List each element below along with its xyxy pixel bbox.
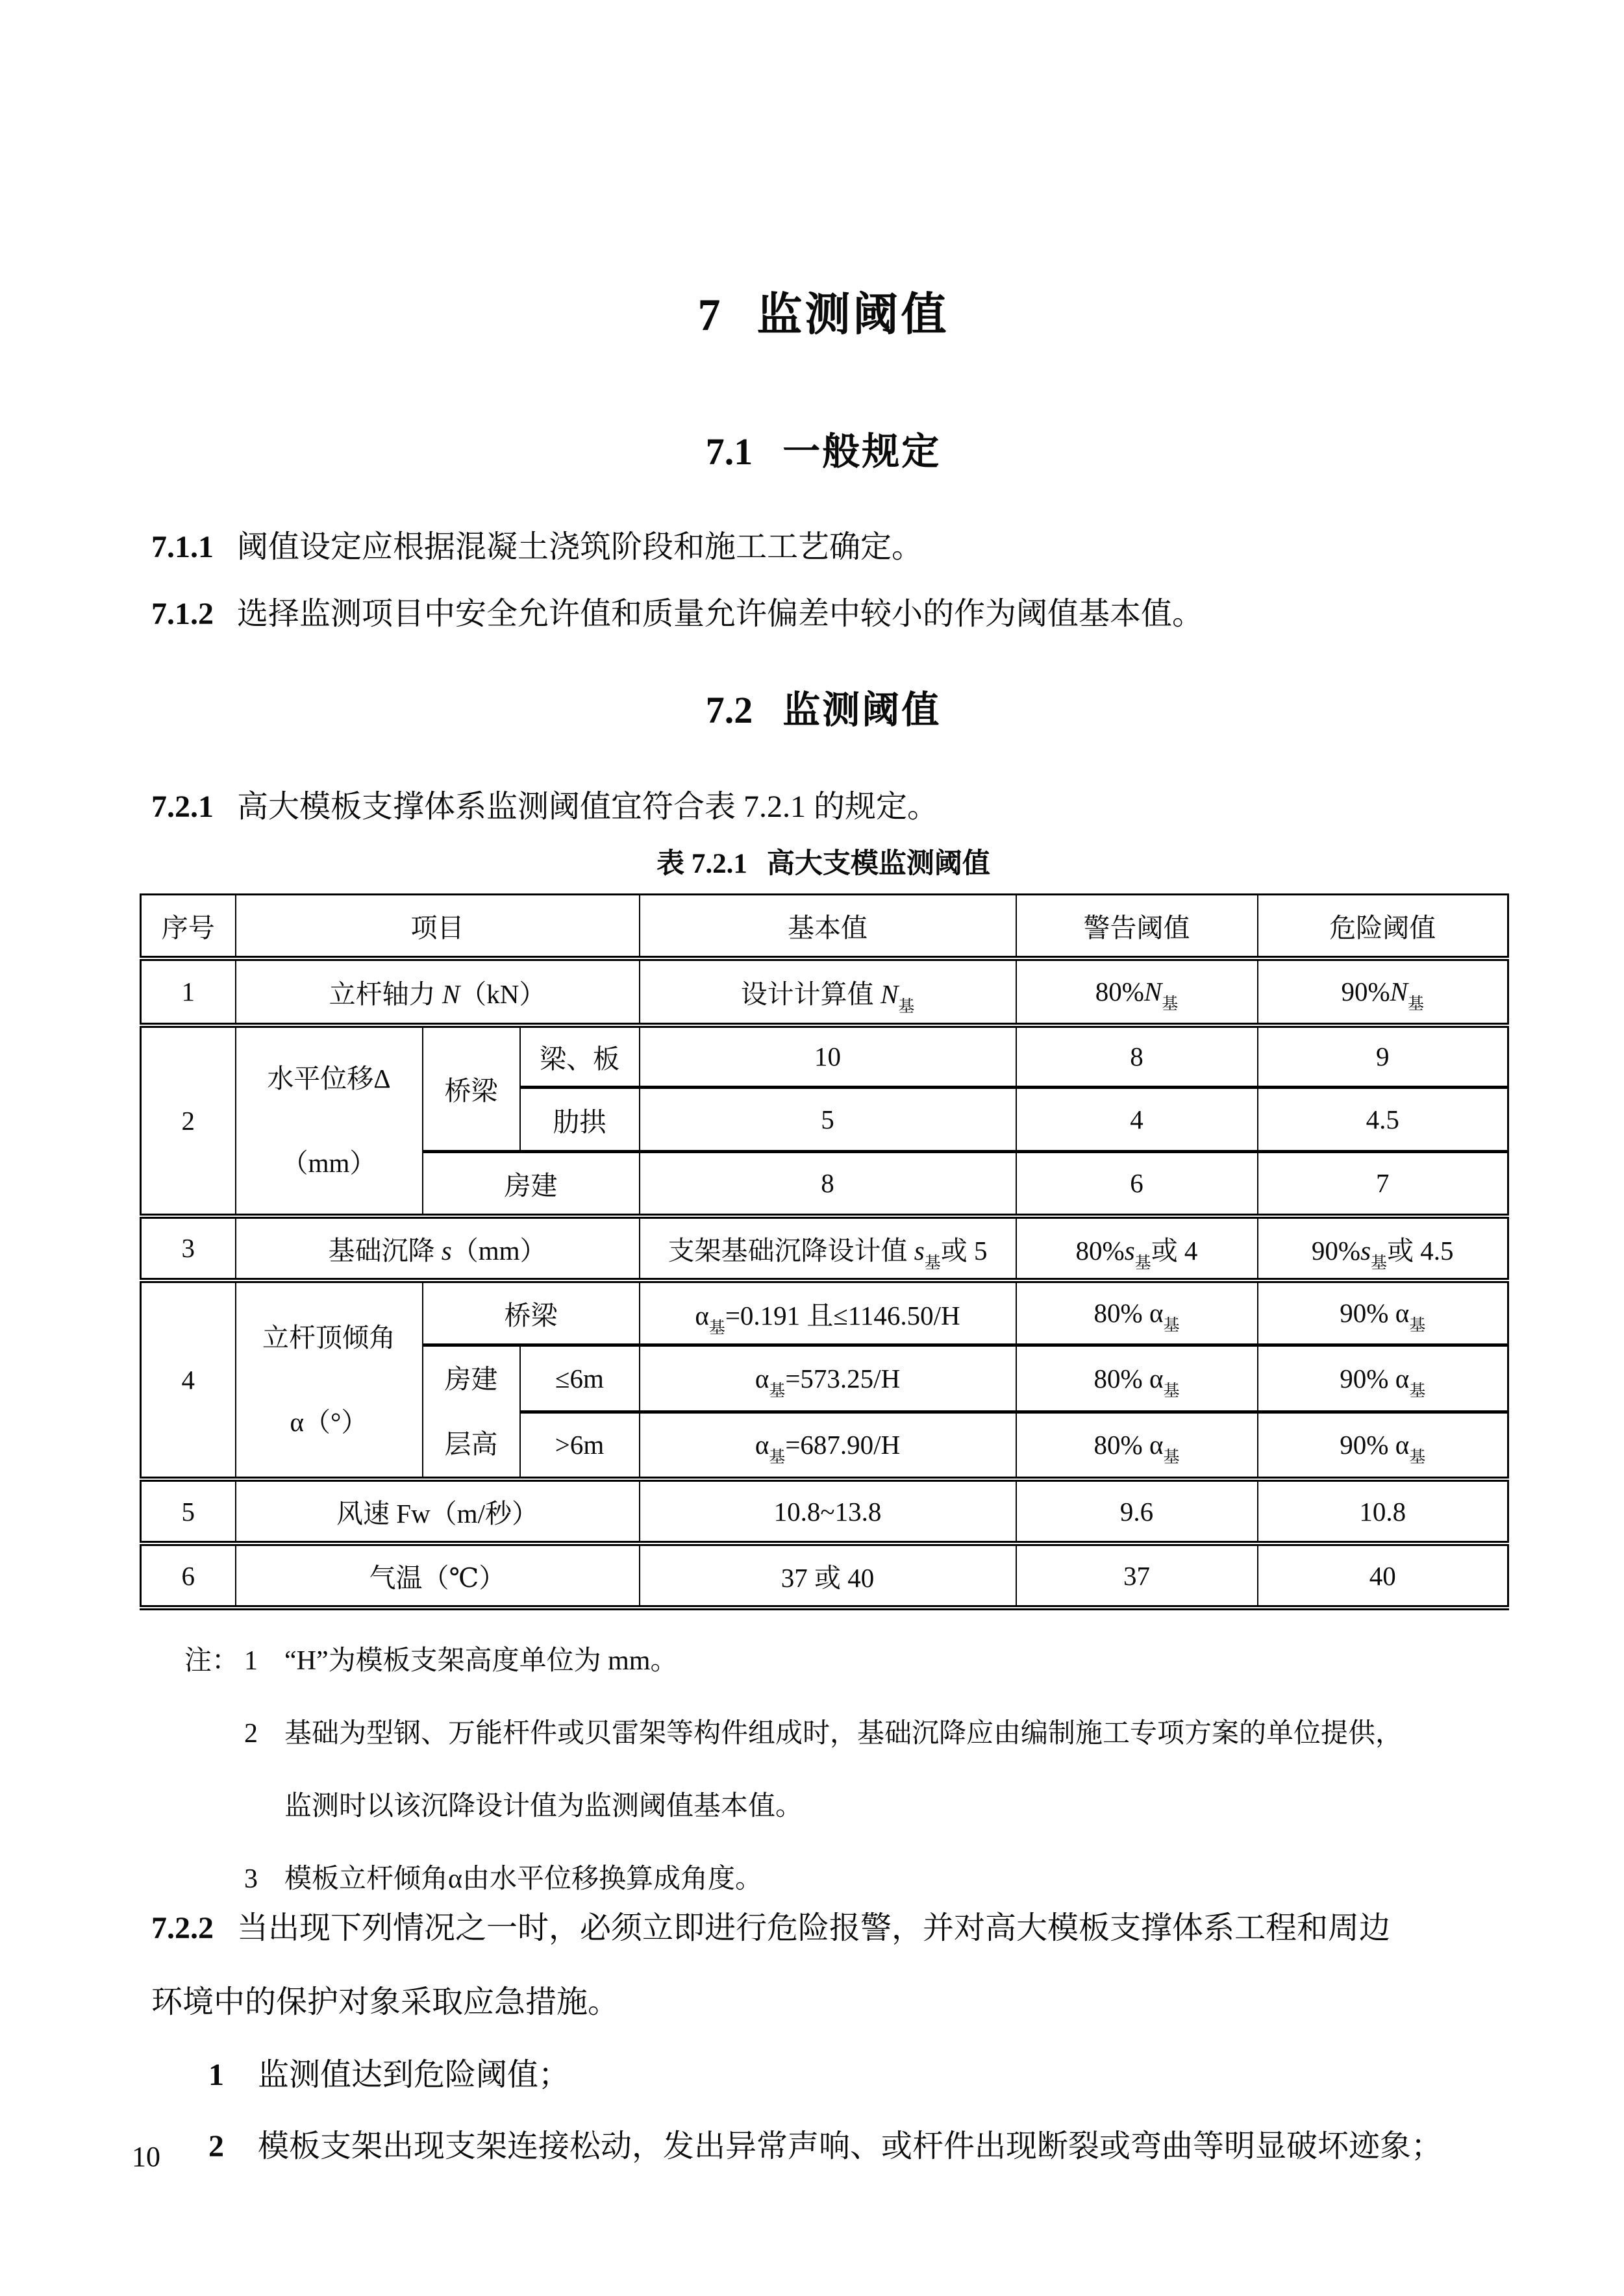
value-text: 90% α xyxy=(1340,1298,1410,1329)
cell-r4-building-label xyxy=(423,1345,520,1480)
value-text: =0.191 且≤1146.50/H xyxy=(725,1300,960,1330)
cell-r4-bridge-warning xyxy=(1016,1280,1258,1345)
cell-r2-index: 2 xyxy=(141,1025,236,1216)
section-7-1-heading xyxy=(140,421,1507,475)
value-subscript: 基 xyxy=(1408,995,1425,1013)
cell-r4-bridge-basic xyxy=(640,1280,1016,1345)
value-text: 或 4 xyxy=(1151,1235,1198,1266)
cell-r2-bridge: 桥梁 xyxy=(423,1025,520,1152)
label-line: 层高 xyxy=(444,1429,498,1459)
cell-r4-label xyxy=(236,1280,423,1480)
cell-r4-le6m-basic xyxy=(640,1345,1016,1412)
cell-r1-index: 1 xyxy=(141,958,236,1025)
value-text: 80% α xyxy=(1093,1363,1164,1393)
section-7-1-title-text: 一般规定 xyxy=(782,430,942,473)
note-1 xyxy=(184,1639,1555,1676)
table-caption-label: 表 7.2.1 xyxy=(656,849,747,879)
note-2-continuation xyxy=(184,1784,1555,1821)
table-notes xyxy=(184,1639,1555,1930)
cell-r5-index: 5 xyxy=(141,1479,236,1543)
cell-r2-building-warning: 6 xyxy=(1016,1152,1258,1216)
label-line: 房建 xyxy=(444,1364,498,1394)
value-subscript: 基 xyxy=(1371,1254,1388,1272)
cell-r1-item xyxy=(236,958,640,1025)
value-subscript: 基 xyxy=(769,1449,786,1467)
value-variable: N xyxy=(1390,977,1408,1006)
chapter-number: 7 xyxy=(697,290,721,340)
paragraph-7-2-1 xyxy=(151,781,1515,826)
value-text: 90% xyxy=(1341,977,1390,1006)
paragraph-text: 选择监测项目中安全允许值和质量允许偏差中较小的作为阈值基本值。 xyxy=(237,597,1204,631)
header-item: 项目 xyxy=(236,895,640,958)
page-number: 10 xyxy=(132,2141,160,2173)
item-variable: N xyxy=(442,979,460,1009)
cell-r2-building-label: 房建 xyxy=(423,1152,640,1216)
cell-r3-basic xyxy=(640,1216,1016,1280)
paragraph-text: 阈值设定应根据混凝土浇筑阶段和施工工艺确定。 xyxy=(237,530,923,564)
paragraph-number: 7.1.1 xyxy=(151,530,214,564)
value-text: 90% α xyxy=(1340,1363,1410,1393)
notes-label: 注： xyxy=(184,1646,240,1676)
cell-r2-rib-arch-basic: 5 xyxy=(640,1088,1016,1152)
header-warning: 警告阈值 xyxy=(1016,895,1258,958)
table-row-4-bridge xyxy=(141,1280,1508,1345)
list-item-2 xyxy=(151,2121,1515,2165)
cell-r6-basic: 37 或 40 xyxy=(640,1543,1016,1608)
note-text: “H”为模板支架高度单位为 mm。 xyxy=(284,1646,678,1676)
value-subscript: 基 xyxy=(898,997,915,1016)
cell-r4-bridge-danger xyxy=(1258,1280,1508,1345)
cell-r3-item xyxy=(236,1216,640,1280)
value-variable: s xyxy=(1124,1235,1135,1266)
cell-r2-building-danger: 7 xyxy=(1258,1152,1508,1216)
cell-r4-bridge-label: 桥梁 xyxy=(423,1280,640,1345)
paragraph-7-2-2-line2 xyxy=(151,1977,1515,2021)
value-subscript: 基 xyxy=(924,1254,941,1272)
list-item-number: 1 xyxy=(208,2058,224,2092)
value-text: 支架基础沉降设计值 xyxy=(668,1235,914,1266)
section-7-1-number: 7.1 xyxy=(705,430,753,473)
value-variable: N xyxy=(880,979,899,1009)
chapter-heading xyxy=(140,278,1507,343)
table-row-5 xyxy=(141,1479,1508,1543)
note-number: 2 xyxy=(244,1719,258,1749)
cell-r4-le6m-label: ≤6m xyxy=(520,1345,640,1412)
table-caption-title: 高大支模监测阈值 xyxy=(766,849,990,879)
paragraph-7-1-1 xyxy=(151,521,1515,566)
cell-r4-le6m-warning xyxy=(1016,1345,1258,1412)
paragraph-text: 当出现下列情况之一时，必须立即进行危险报警，并对高大模板支撑体系工程和周边 xyxy=(237,1911,1391,1945)
cell-r3-index: 3 xyxy=(141,1216,236,1280)
item-text: （mm） xyxy=(451,1235,547,1266)
cell-r2-beam-slab-basic: 10 xyxy=(640,1025,1016,1088)
table-row-6 xyxy=(141,1543,1508,1608)
paragraph-text: 环境中的保护对象采取应急措施。 xyxy=(151,1985,619,2019)
list-item-1 xyxy=(151,2049,1515,2094)
note-number: 3 xyxy=(244,1864,258,1894)
paragraph-text: 高大模板支撑体系监测阈值宜符合表 7.2.1 的规定。 xyxy=(237,790,939,824)
list-item-number: 2 xyxy=(208,2129,224,2164)
item-variable: s xyxy=(441,1235,452,1266)
paragraph-number: 7.2.2 xyxy=(151,1911,214,1945)
note-text: 监测时以该沉降设计值为监测阈值基本值。 xyxy=(284,1791,803,1821)
value-subscript: 基 xyxy=(1163,1317,1180,1335)
cell-r1-basic xyxy=(640,958,1016,1025)
value-text: 90% α xyxy=(1340,1430,1410,1460)
note-number: 1 xyxy=(244,1646,258,1676)
paragraph-number: 7.1.2 xyxy=(151,597,214,631)
value-subscript: 基 xyxy=(1134,1254,1151,1272)
cell-r4-le6m-danger xyxy=(1258,1345,1508,1412)
header-danger: 危险阈值 xyxy=(1258,895,1508,958)
label-line: α（°） xyxy=(290,1406,368,1437)
paragraph-7-1-2 xyxy=(151,588,1515,633)
thresholds-table xyxy=(140,893,1509,1610)
value-text: 设计计算值 xyxy=(740,979,881,1009)
table-row-1 xyxy=(141,958,1508,1025)
cell-r4-gt6m-label: >6m xyxy=(520,1412,640,1479)
cell-r6-index: 6 xyxy=(141,1543,236,1608)
header-basic: 基本值 xyxy=(640,895,1016,958)
cell-r2-label xyxy=(236,1025,423,1216)
note-text: 模板立杆倾角α由水平位移换算成角度。 xyxy=(284,1864,763,1894)
value-subscript: 基 xyxy=(708,1319,725,1337)
cell-r2-rib-arch-warning: 4 xyxy=(1016,1088,1258,1152)
cell-r5-item: 风速 Fw（m/秒） xyxy=(236,1479,640,1543)
cell-r3-warning xyxy=(1016,1216,1258,1280)
value-text: 80% α xyxy=(1093,1298,1164,1329)
cell-r6-danger: 40 xyxy=(1258,1543,1508,1608)
section-7-2-number: 7.2 xyxy=(705,689,753,731)
value-variable: s xyxy=(914,1235,925,1266)
header-index: 序号 xyxy=(141,895,236,958)
cell-r2-beam-slab-label: 梁、板 xyxy=(520,1025,640,1088)
label-line: 立杆顶倾角 xyxy=(262,1322,395,1353)
cell-r1-warning xyxy=(1016,958,1258,1025)
value-variable: N xyxy=(1143,977,1162,1006)
label-line: （mm） xyxy=(281,1147,377,1178)
value-subscript: 基 xyxy=(1409,1317,1426,1335)
value-subscript: 基 xyxy=(1409,1449,1426,1467)
label-line: 水平位移Δ xyxy=(267,1063,391,1093)
cell-r4-index: 4 xyxy=(141,1280,236,1480)
value-subscript: 基 xyxy=(1163,1449,1180,1467)
value-text: 80% α xyxy=(1093,1430,1164,1460)
cell-r2-beam-slab-danger: 9 xyxy=(1258,1025,1508,1088)
list-item-text: 模板支架出现支架连接松动，发出异常声响、或杆件出现断裂或弯曲等明显破坏迹象； xyxy=(258,2129,1443,2164)
value-text: α xyxy=(695,1300,709,1330)
section-7-2-heading xyxy=(140,679,1507,734)
table-caption xyxy=(140,842,1507,881)
value-subscript: 基 xyxy=(1162,995,1179,1013)
value-text: 90% xyxy=(1311,1235,1361,1266)
item-text: 基础沉降 xyxy=(328,1235,442,1266)
cell-r4-gt6m-danger xyxy=(1258,1412,1508,1479)
table-row-2-beam-slab xyxy=(141,1025,1508,1088)
table-header-row xyxy=(141,895,1508,958)
value-text: =687.90/H xyxy=(785,1430,901,1460)
table-row-3 xyxy=(141,1216,1508,1280)
cell-r5-danger: 10.8 xyxy=(1258,1479,1508,1543)
paragraph-7-2-2-line1 xyxy=(151,1903,1515,1947)
value-text: 或 5 xyxy=(940,1235,988,1266)
cell-r2-rib-arch-danger: 4.5 xyxy=(1258,1088,1508,1152)
value-text: 80% xyxy=(1095,977,1144,1006)
cell-r6-item: 气温（℃） xyxy=(236,1543,640,1608)
value-text: 或 4.5 xyxy=(1387,1235,1454,1266)
cell-r1-danger xyxy=(1258,958,1508,1025)
paragraph-number: 7.2.1 xyxy=(151,790,214,824)
cell-r5-warning: 9.6 xyxy=(1016,1479,1258,1543)
note-text: 基础为型钢、万能杆件或贝雷架等构件组成时，基础沉降应由编制施工专项方案的单位提供， xyxy=(284,1719,1403,1749)
value-subscript: 基 xyxy=(1409,1382,1426,1400)
section-7-2-title-text: 监测阈值 xyxy=(782,689,942,731)
value-text: =573.25/H xyxy=(785,1363,901,1393)
item-text: （kN） xyxy=(460,979,546,1009)
cell-r2-building-basic: 8 xyxy=(640,1152,1016,1216)
chapter-title-text: 监测阈值 xyxy=(756,290,949,340)
cell-r5-basic: 10.8~13.8 xyxy=(640,1479,1016,1543)
item-text: 立杆轴力 xyxy=(329,979,442,1009)
cell-r6-warning: 37 xyxy=(1016,1543,1258,1608)
value-variable: s xyxy=(1360,1235,1371,1266)
value-text: α xyxy=(755,1363,769,1393)
list-item-text: 监测值达到危险阈值； xyxy=(258,2058,570,2092)
value-subscript: 基 xyxy=(769,1382,786,1400)
cell-r3-danger xyxy=(1258,1216,1508,1280)
value-subscript: 基 xyxy=(1163,1382,1180,1400)
value-text: 80% xyxy=(1075,1235,1125,1266)
cell-r4-gt6m-basic xyxy=(640,1412,1016,1479)
note-3 xyxy=(184,1857,1555,1894)
value-text: α xyxy=(755,1430,769,1460)
cell-r2-beam-slab-warning: 8 xyxy=(1016,1025,1258,1088)
cell-r2-rib-arch-label: 肋拱 xyxy=(520,1088,640,1152)
cell-r4-gt6m-warning xyxy=(1016,1412,1258,1479)
note-2 xyxy=(184,1712,1555,1749)
